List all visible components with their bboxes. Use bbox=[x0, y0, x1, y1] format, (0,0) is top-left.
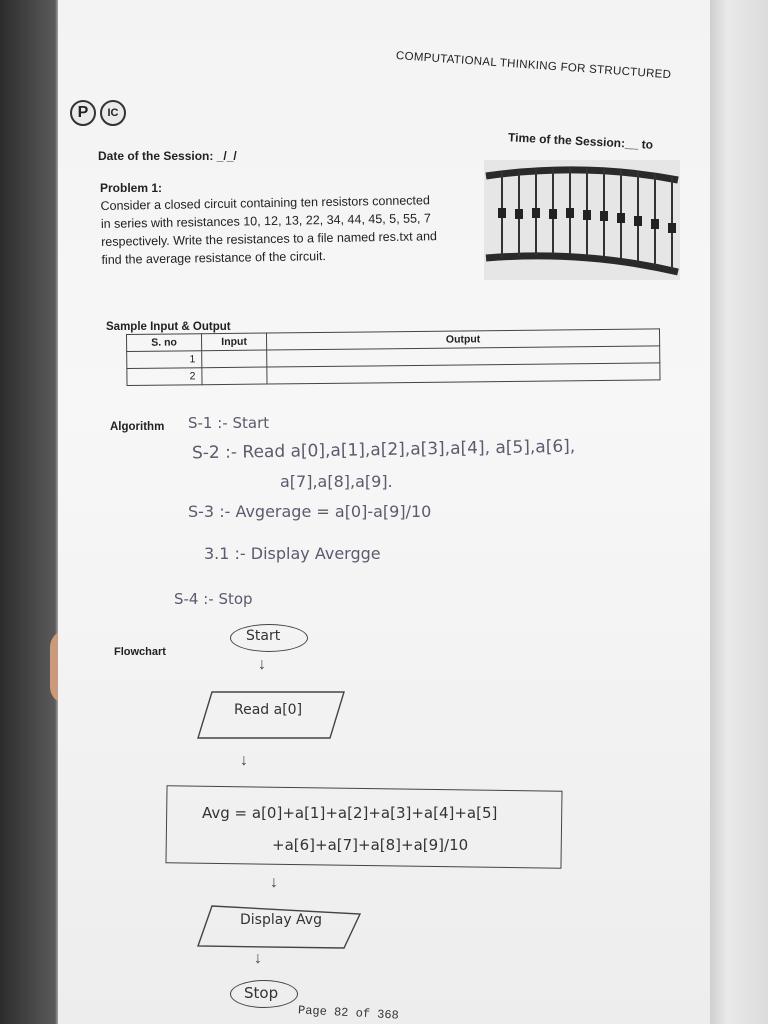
resistor-image bbox=[484, 160, 680, 280]
algorithm-step: S-1 :- Start bbox=[188, 414, 270, 432]
next-page-edge bbox=[710, 0, 768, 1024]
flowchart-start-text: Start bbox=[246, 628, 281, 644]
flowchart-arrow-down-icon: ↓ bbox=[254, 950, 262, 967]
sample-io-heading: Sample Input & Output bbox=[106, 321, 231, 333]
table-cell: 1 bbox=[127, 351, 202, 369]
algorithm-step: 3.1 :- Display Avergge bbox=[204, 544, 381, 563]
column-header-sno: S. no bbox=[127, 334, 202, 352]
flowchart-read-text: Read a[0] bbox=[234, 702, 303, 718]
algorithm-step: S-3 :- Avgerage = a[0]-a[9]/10 bbox=[188, 502, 432, 521]
algorithm-step: S-4 :- Stop bbox=[174, 590, 253, 608]
flowchart-stop-text: Stop bbox=[244, 984, 279, 1002]
flowchart-average-line-1: Avg = a[0]+a[1]+a[2]+a[3]+a[4]+a[5] bbox=[202, 804, 498, 822]
logo-letter-ic: IC bbox=[100, 100, 126, 126]
page-header: COMPUTATIONAL THINKING FOR STRUCTURED bbox=[395, 50, 672, 82]
algorithm-step: S-2 :- Read a[0],a[1],a[2],a[3],a[4], a[5],a[6], bbox=[191, 436, 576, 464]
flowchart-arrow-down-icon: ↓ bbox=[258, 656, 266, 673]
problem-text: Consider a closed circuit containing ten resistors connected in series with resistances 10, 12, 13, 22, 34, 44, 45, 5, 55, 7 respectively. Write the resistances to a file named res.txt and find the average resistance of the circuit. bbox=[100, 193, 438, 267]
flowchart-display-text: Display Avg bbox=[240, 912, 322, 928]
flowchart-label: Flowchart bbox=[114, 646, 166, 658]
problem-title: Problem 1: bbox=[100, 181, 163, 195]
table-cell bbox=[267, 363, 660, 384]
table-cell bbox=[202, 367, 267, 385]
date-label: Date of the Session: _/_/ bbox=[98, 149, 237, 163]
algorithm-step: a[7],a[8],a[9]. bbox=[280, 472, 393, 491]
table-cell: 2 bbox=[127, 368, 202, 386]
time-label: Time of the Session:__ to bbox=[507, 130, 654, 152]
column-header-output: Output bbox=[266, 329, 659, 350]
sample-io-table bbox=[126, 328, 661, 386]
flowchart-arrow-down-icon: ↓ bbox=[240, 752, 248, 769]
page-number-footer: Page 82 of 368 bbox=[297, 1003, 400, 1023]
table-cell bbox=[202, 350, 267, 368]
column-header-input: Input bbox=[202, 333, 267, 351]
flowchart-arrow-down-icon: ↓ bbox=[270, 874, 278, 891]
flowchart-average-process-box bbox=[165, 785, 562, 869]
algorithm-label: Algorithm bbox=[110, 421, 165, 433]
flowchart-average-line-2: +a[6]+a[7]+a[8]+a[9]/10 bbox=[272, 836, 469, 854]
logo bbox=[70, 100, 126, 126]
logo-letter-p: P bbox=[70, 100, 96, 126]
